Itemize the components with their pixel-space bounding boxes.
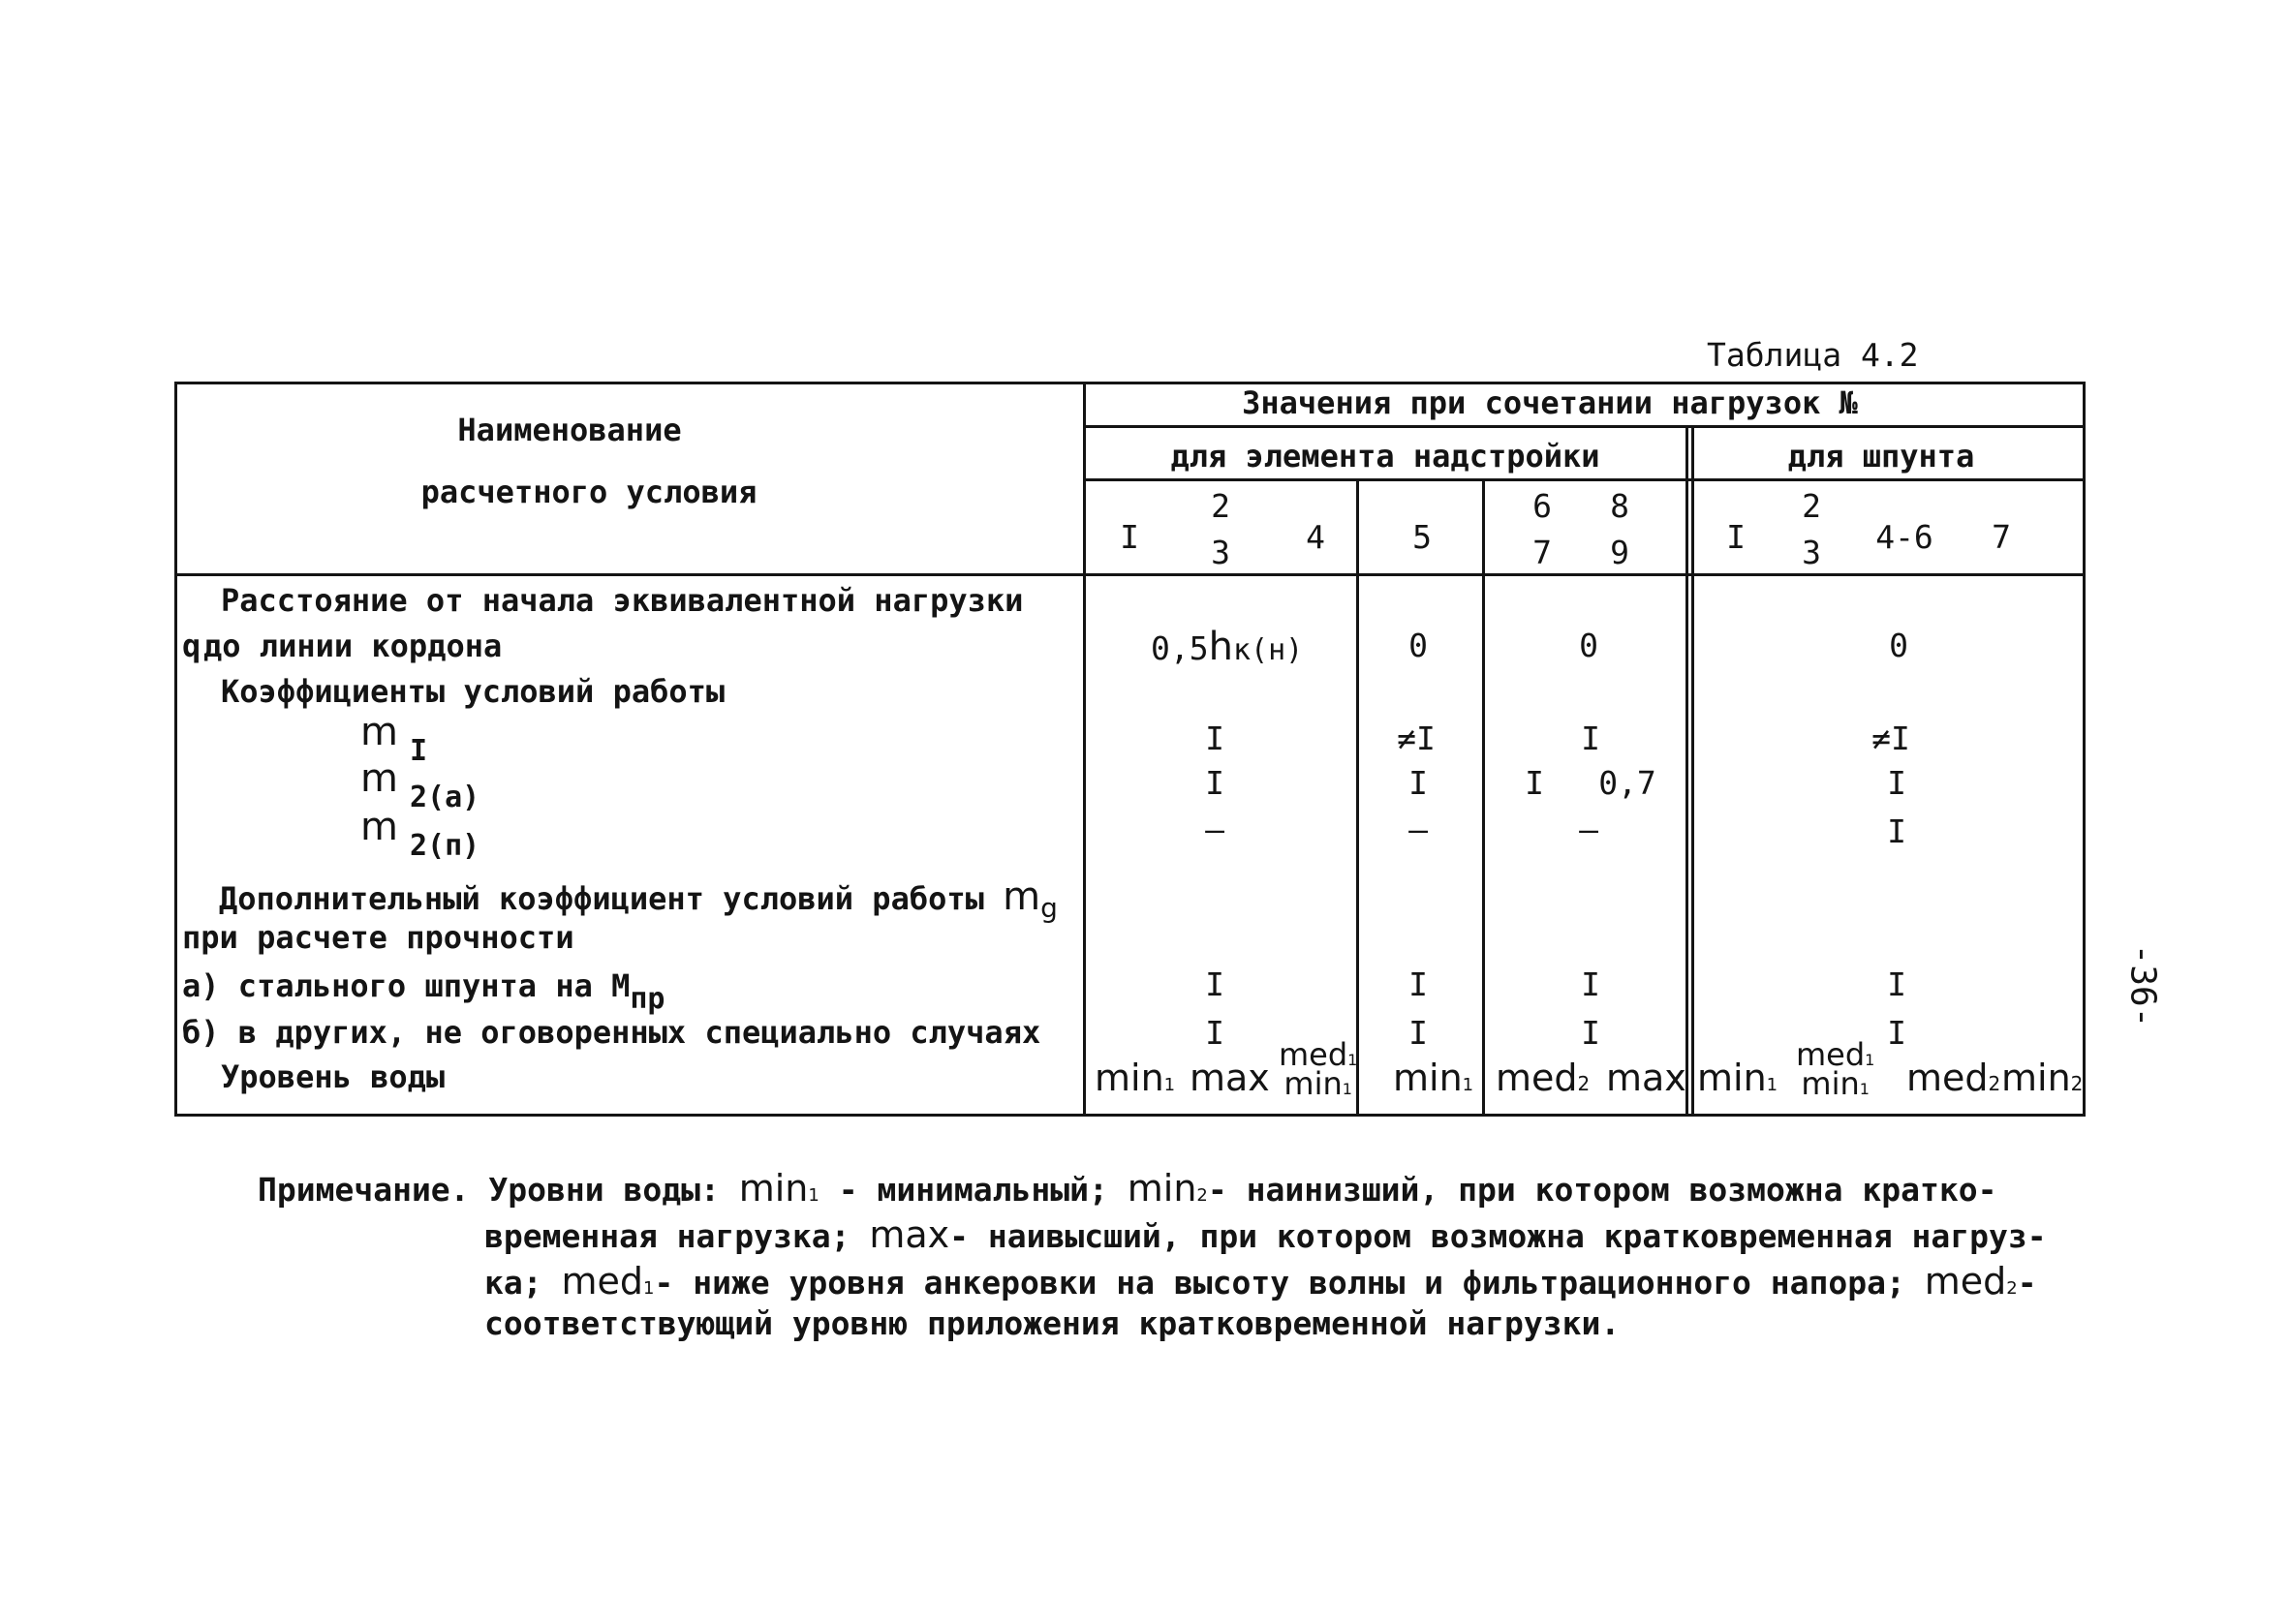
row-b-label: б) в других, не оговоренных специально случаях xyxy=(182,1014,1041,1051)
table-border-bottom xyxy=(174,1114,2085,1117)
note-line2: временная нагрузка; max- наивысший, при котором возможна кратковременная нагруз- xyxy=(484,1213,2047,1256)
m2p-value-5: – xyxy=(1408,811,1428,848)
water-min1-sp1: min1 xyxy=(1697,1057,1778,1099)
m2p-value-superstructure: – xyxy=(1205,811,1224,848)
a-value-6789: I xyxy=(1581,965,1600,1003)
col-num-sp-4-6: 4-6 xyxy=(1875,518,1933,556)
row-m2p-label: m 2(п) xyxy=(360,805,480,863)
water-min1-col5: min1 xyxy=(1393,1057,1474,1099)
header-bottom-line xyxy=(174,573,2085,576)
m2a-value-5: I xyxy=(1408,764,1428,802)
row-a-label: а) стального шпунта на Мпр xyxy=(182,967,665,1016)
note-line3: ка; med1- ниже уровня анкеровки на высоту волны и фильтрационного напора; med2- xyxy=(484,1260,2037,1302)
table-caption: Таблица 4.2 xyxy=(1707,336,1919,374)
header-superstructure: для элемента надстройки xyxy=(1170,438,1600,475)
header-divider-1 xyxy=(1083,425,2085,428)
header-name-line1: Наименование xyxy=(457,412,682,448)
water-min2-sp4: min2 xyxy=(2001,1057,2084,1099)
m1-value-sheetpile: ≠I xyxy=(1871,720,1910,757)
b-value-superstructure: I xyxy=(1205,1014,1224,1052)
b-value-5: I xyxy=(1408,1014,1428,1052)
row-extra-line1: Дополнительный коэффициент условий работы mg xyxy=(219,874,1058,924)
column-divider-5 xyxy=(1356,478,1359,1117)
m2a-value-superstructure: I xyxy=(1205,764,1224,802)
row-m1-label: m I xyxy=(360,710,428,768)
header-name-line2: расчетного условия xyxy=(420,474,758,510)
col-num-sp-3: 3 xyxy=(1802,534,1821,571)
col-num-sp-7: 7 xyxy=(1992,518,2011,556)
column-divider-name xyxy=(1083,382,1086,1117)
column-divider-6789 xyxy=(1482,478,1485,1117)
water-max-col2: max xyxy=(1190,1057,1270,1099)
row-distance-q: q xyxy=(182,628,201,664)
m2a-value-8-9: 0,7 xyxy=(1598,764,1656,802)
col-num-sp-1: I xyxy=(1726,518,1746,556)
a-value-5: I xyxy=(1408,965,1428,1003)
row-m2a-label: m 2(а) xyxy=(360,756,480,814)
col-num-5: 5 xyxy=(1412,518,1432,556)
header-values-title: Значения при сочетании нагрузок № xyxy=(1242,384,1858,421)
header-sheetpile: для шпунта xyxy=(1787,438,1975,475)
water-med2-sp3: med2 xyxy=(1906,1057,2001,1099)
col-num-2: 2 xyxy=(1211,487,1230,525)
m2p-value-6789: – xyxy=(1579,811,1598,848)
water-min1-col1: min1 xyxy=(1095,1057,1176,1099)
water-max-col8: max xyxy=(1606,1057,1686,1099)
table-border-left xyxy=(174,382,177,1117)
col-num-4: 4 xyxy=(1306,518,1325,556)
header-divider-2 xyxy=(1083,478,2085,481)
distance-value-5: 0 xyxy=(1408,627,1428,664)
a-value-sheetpile: I xyxy=(1887,965,1906,1003)
m1-value-6789: I xyxy=(1581,720,1600,757)
water-med1-min1-col3: med1 min1 xyxy=(1279,1036,1358,1103)
note-line4: соответствующий уровню приложения кратковременной нагрузки. xyxy=(484,1304,1621,1342)
m1-value-superstructure: I xyxy=(1205,720,1224,757)
column-divider-sheetpile xyxy=(1685,425,1688,1117)
col-num-9: 9 xyxy=(1610,534,1629,571)
row-distance-line2: до линии кордона xyxy=(203,628,503,664)
a-value-superstructure: I xyxy=(1205,965,1224,1003)
m2a-value-6-7: I xyxy=(1525,764,1544,802)
water-med2-col6: med2 xyxy=(1496,1057,1591,1099)
table-border-right xyxy=(2083,382,2086,1117)
m2p-value-sheetpile: I xyxy=(1887,812,1906,850)
m2a-value-sheetpile: I xyxy=(1887,764,1906,802)
col-num-8: 8 xyxy=(1610,487,1629,525)
col-num-6: 6 xyxy=(1532,487,1552,525)
b-value-sheetpile: I xyxy=(1887,1014,1906,1052)
col-num-7: 7 xyxy=(1532,534,1552,571)
b-value-6789: I xyxy=(1581,1014,1600,1052)
distance-value-sheetpile: 0 xyxy=(1889,627,1908,664)
water-med1-min1-sp2: med1 min1 xyxy=(1796,1036,1875,1103)
page-number: -36- xyxy=(2122,943,2163,1028)
row-distance-line1: Расстояние от начала эквивалентной нагрузки xyxy=(221,582,1024,619)
col-num-sp-2: 2 xyxy=(1802,487,1821,525)
col-num-1: I xyxy=(1120,518,1139,556)
note-line1: Примечание. Уровни воды: min1 - минимальный; min2- наинизший, при котором возможна кратко- xyxy=(258,1167,1997,1210)
distance-value-superstructure: 0,5hк(н) xyxy=(1151,625,1304,669)
distance-value-6789: 0 xyxy=(1579,627,1598,664)
column-divider-sheetpile-double xyxy=(1691,425,1694,1117)
row-extra-line2: при расчете прочности xyxy=(182,919,574,956)
row-water-label: Уровень воды xyxy=(221,1058,446,1095)
m1-value-5: ≠I xyxy=(1397,720,1436,757)
col-num-3: 3 xyxy=(1211,534,1230,571)
row-coeff-title: Коэффициенты условий работы xyxy=(221,673,726,710)
